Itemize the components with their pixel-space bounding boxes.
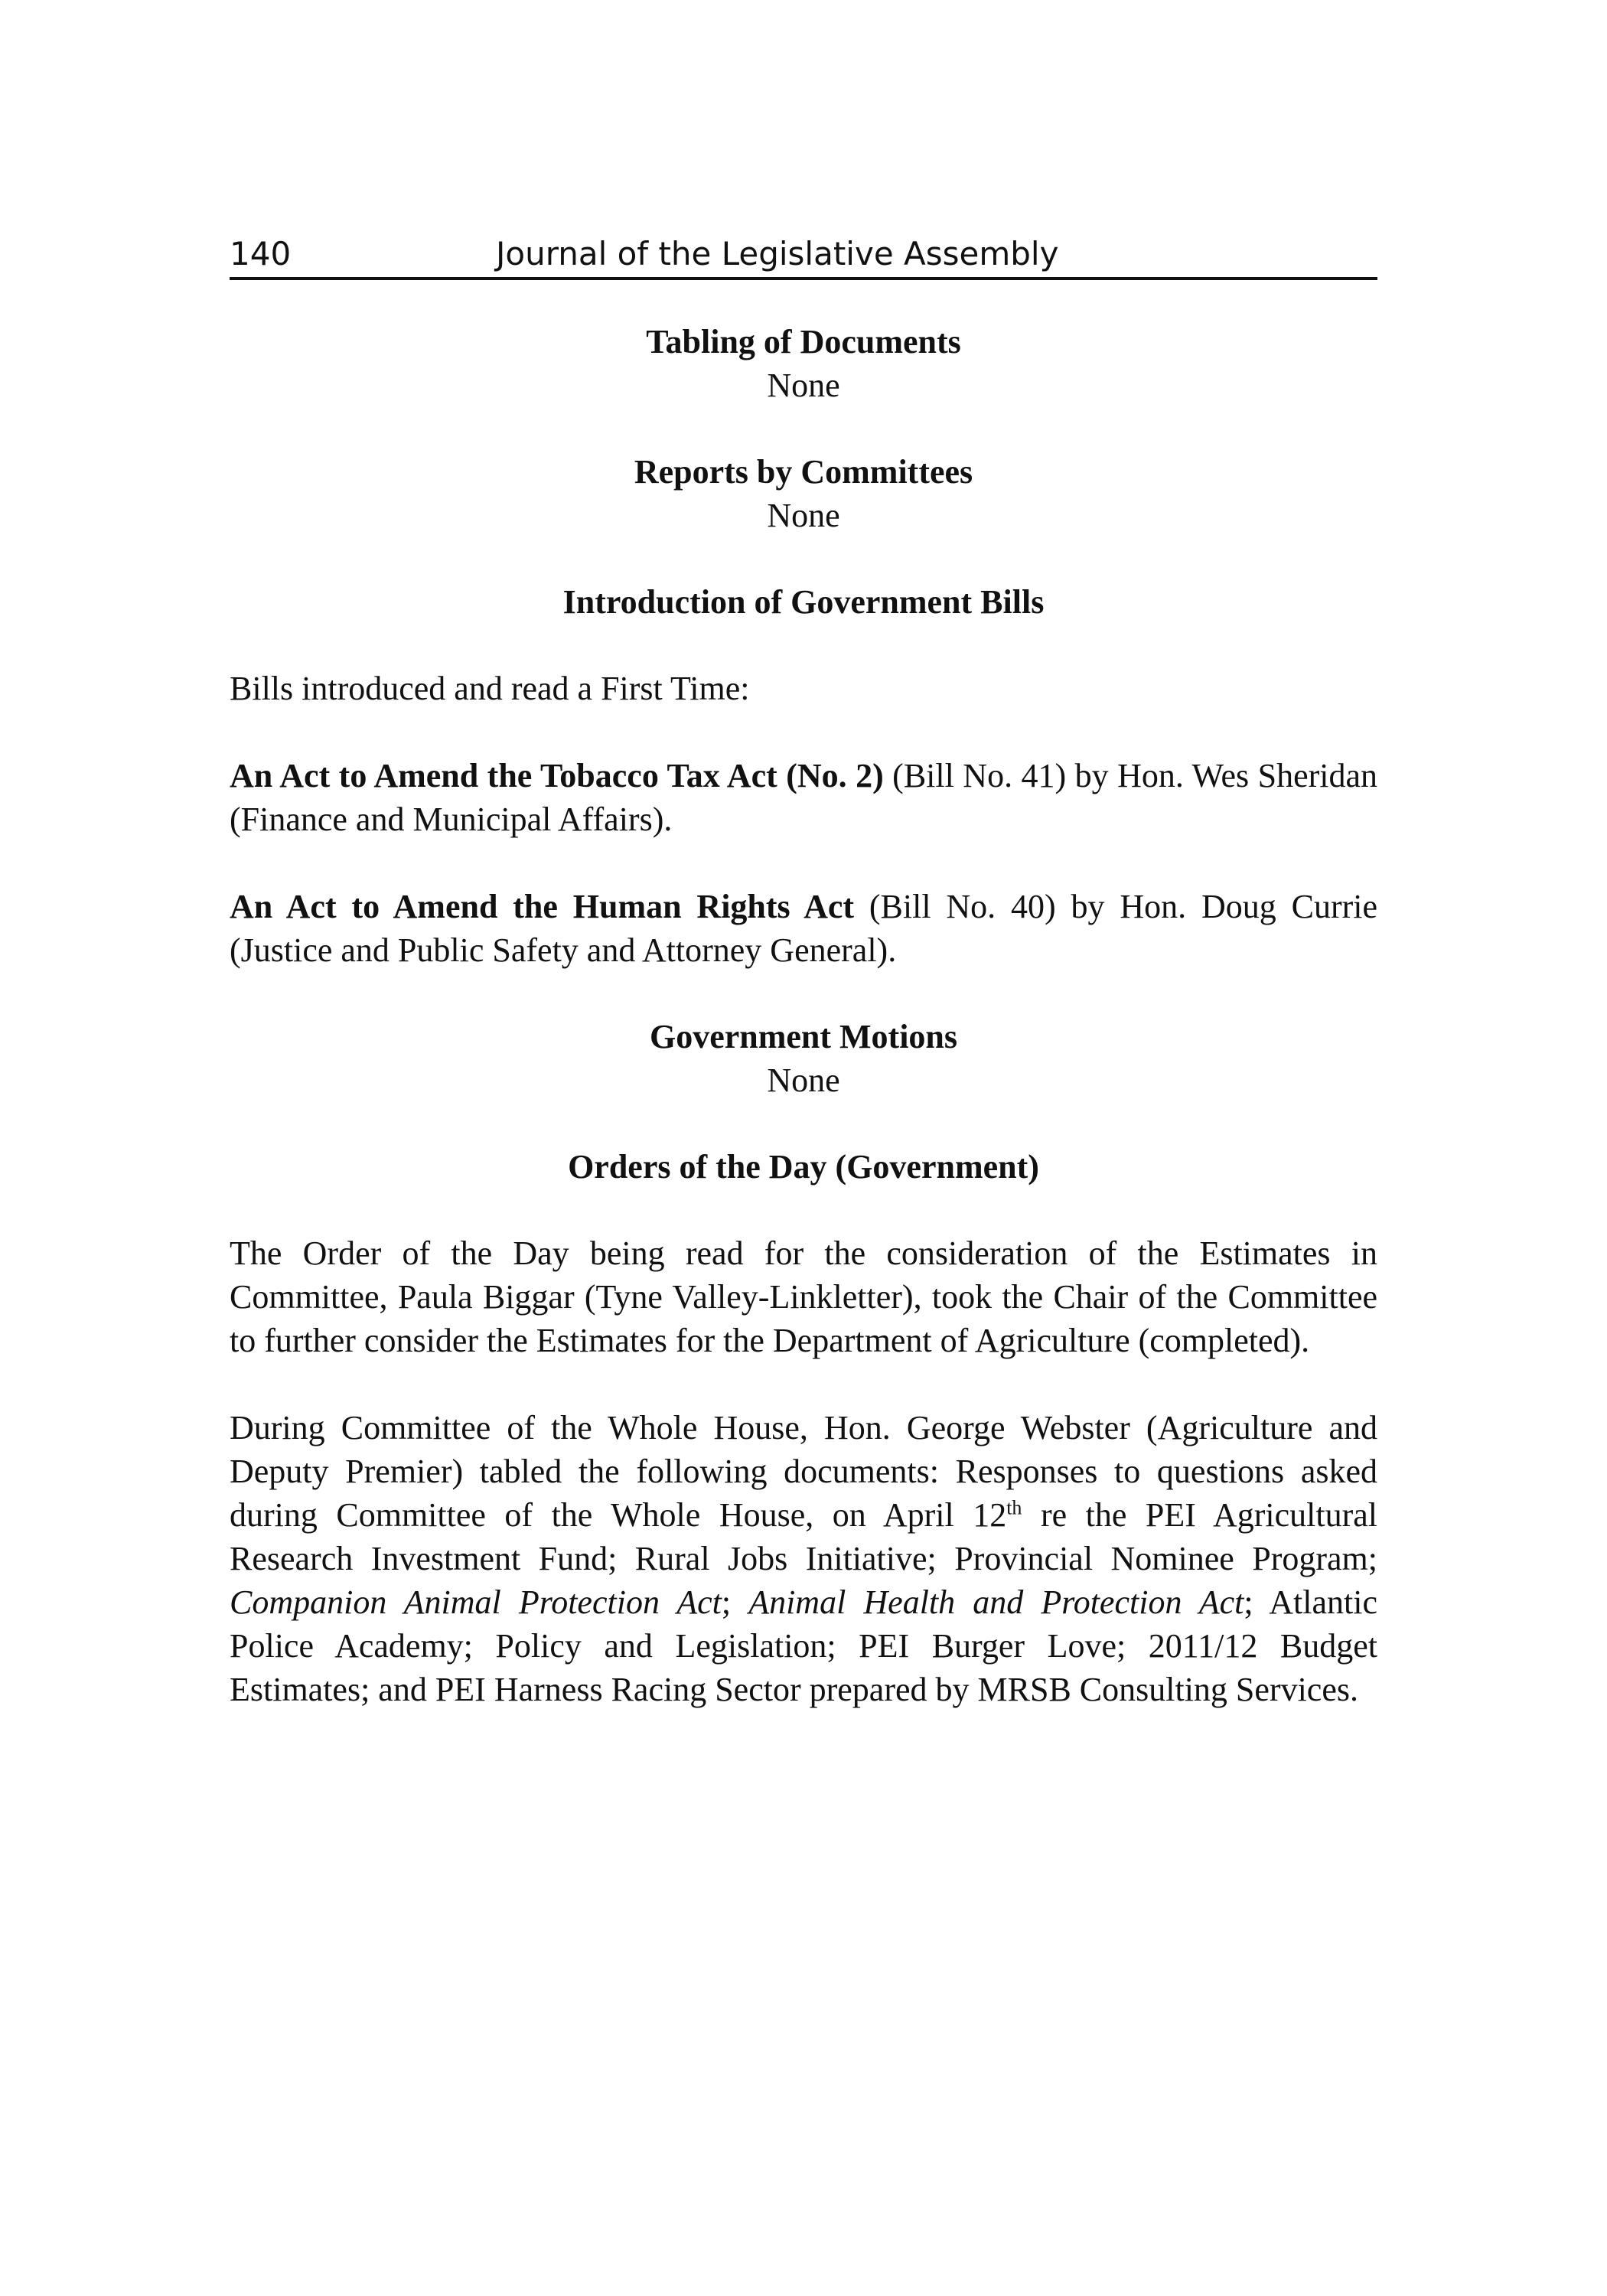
motions-heading: Government Motions: [649, 1018, 958, 1055]
bill-41-details: (Bill No. 41) by Hon. Wes Sheridan (Finance and Municipal Affairs).: [230, 757, 1377, 838]
tabling-section: [230, 320, 1377, 407]
reports-section: [230, 450, 1377, 537]
bills-intro-line: Bills introduced and read a First Time:: [230, 670, 750, 707]
orders-paragraph-1: The Order of the Day being read for the consideration of the Estimates in Committee, Paula Biggar (Tyne Valley-Linkletter), took the Chair of the Committee to further consider the Estimates for the Department of Agriculture (completed).: [230, 1234, 1377, 1359]
journal-title: Journal of the Legislative Assembly: [496, 235, 1059, 272]
bill-41-paragraph: [230, 754, 1377, 841]
tabling-heading: Tabling of Documents: [646, 323, 961, 360]
ordinal-suffix: th: [1006, 1496, 1022, 1519]
motions-section: [230, 1015, 1377, 1102]
intro-bills-heading: Introduction of Government Bills: [562, 583, 1045, 621]
reports-heading: Reports by Committees: [634, 453, 973, 491]
orders-p2-part-d: ; Atlantic Police Academy; Policy and Legislation; PEI Burger Love; 2011/12 Budget Estimates; and PEI Harness Racing Sector prepared by MRSB Consulting Services.: [230, 1583, 1377, 1708]
orders-section: [230, 1145, 1377, 1189]
intro-bills-section: [230, 580, 1377, 624]
bill-40-title: An Act to Amend the Human Rights Act: [230, 888, 855, 925]
reports-body: None: [767, 497, 840, 534]
tabling-body: None: [767, 367, 840, 404]
companion-act-title: Companion Animal Protection Act: [230, 1583, 722, 1621]
journal-page: [230, 230, 1377, 1711]
running-header: [230, 230, 1377, 280]
orders-p2-part-b: re the PEI Agricultural Research Investment Fund; Rural Jobs Initiative; Provincial Nominee Program;: [230, 1496, 1377, 1577]
page-number: 140: [230, 235, 292, 272]
bill-40-paragraph: [230, 885, 1377, 972]
orders-p2-part-a: During Committee of the Whole House, Hon. George Webster (Agriculture and Deputy Premier) tabled the following documents: Responses to questions asked during Committee of the Whole House, on April 12: [230, 1409, 1377, 1534]
orders-heading: Orders of the Day (Government): [568, 1148, 1039, 1186]
orders-paragraph-2: [230, 1406, 1377, 1711]
bill-41-title: An Act to Amend the Tobacco Tax Act (No. 2): [230, 757, 884, 794]
orders-p2-part-c: ;: [721, 1583, 749, 1621]
motions-body: None: [767, 1062, 840, 1099]
bill-40-details: (Bill No. 40) by Hon. Doug Currie (Justice and Public Safety and Attorney General).: [230, 888, 1377, 969]
animal-health-act-title: Animal Health and Protection Act: [748, 1583, 1244, 1621]
